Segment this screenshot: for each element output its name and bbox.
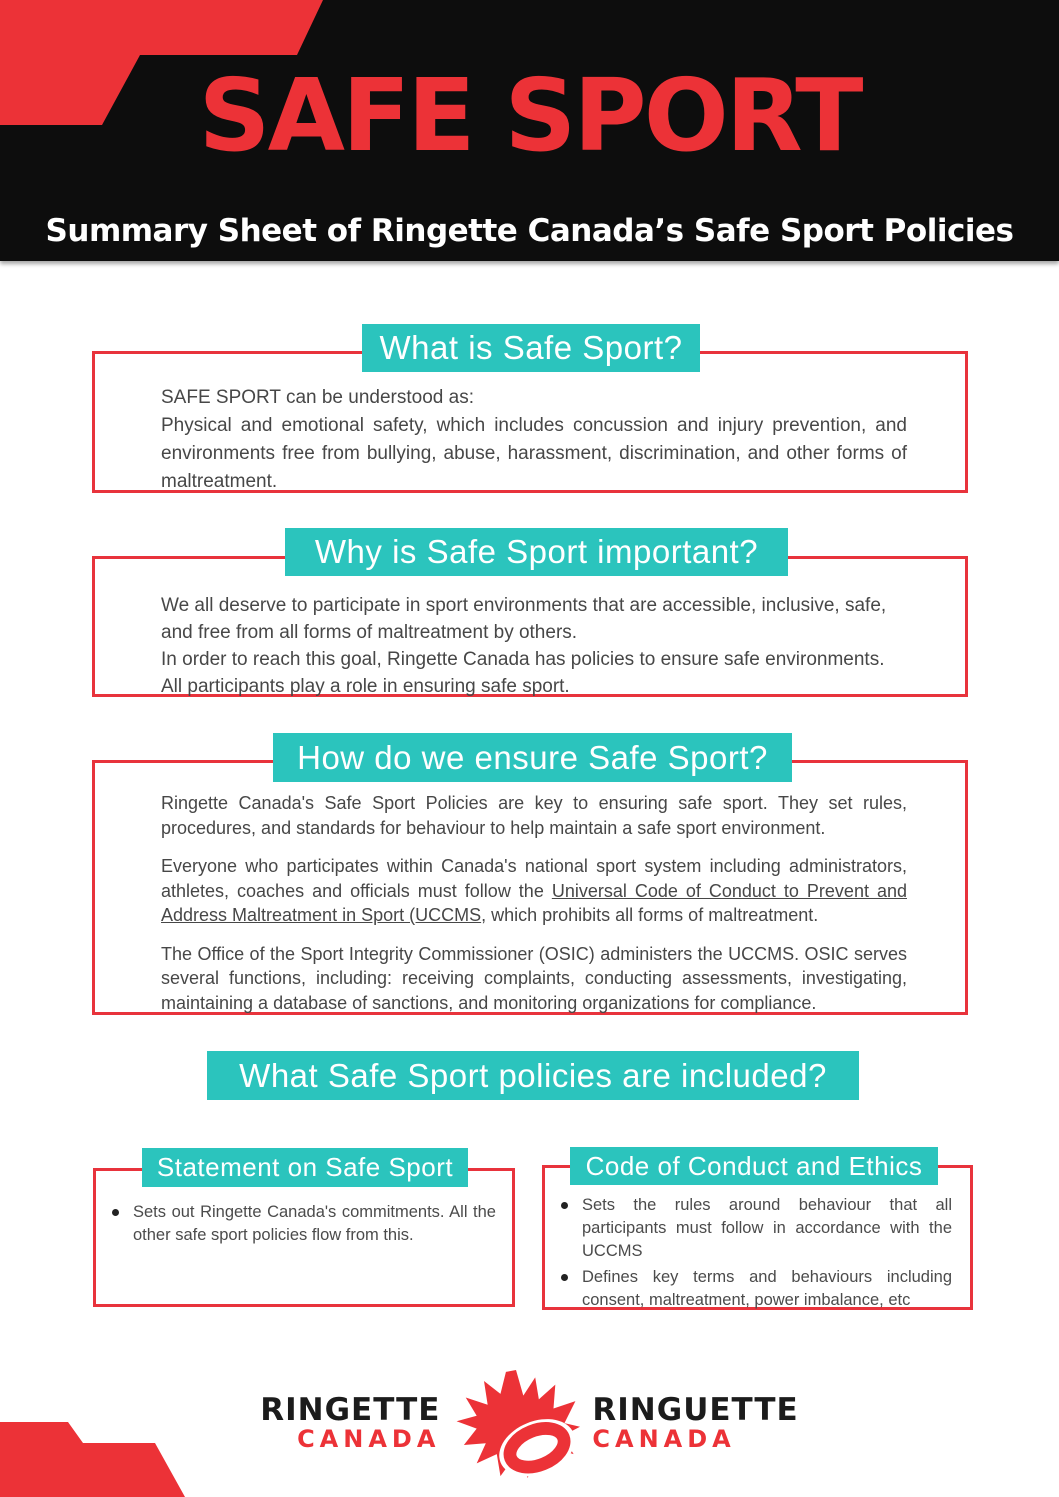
section-heading-how-ensure: How do we ensure Safe Sport?	[273, 733, 792, 782]
wordmark-french	[592, 1391, 799, 1454]
poster-subtitle: Summary Sheet of Ringette Canada’s Safe Sport Policies	[45, 213, 1014, 249]
why-important-line: In order to reach this goal, Ringette Canada has policies to ensure safe environments.	[161, 649, 885, 670]
maple-leaf-ring-icon	[452, 1368, 580, 1480]
code-of-conduct-bullet-list	[545, 1168, 970, 1312]
wordmark-english-top: RINGETTE	[260, 1391, 441, 1428]
how-ensure-paragraph-2-pre: Everyone who participates within Canada's national sport system including administrators, athletes, coaches and officials must follow the	[161, 856, 907, 901]
policy-heading-code-of-conduct: Code of Conduct and Ethics	[570, 1147, 938, 1185]
section-heading-what-is-safe-sport: What is Safe Sport?	[362, 324, 700, 372]
how-ensure-paragraph-2-post: , which prohibits all forms of maltreatment.	[481, 905, 819, 925]
why-important-line: All participants play a role in ensuring safe sport.	[161, 676, 570, 697]
code-of-conduct-bullet-item: Sets the rules around behaviour that all participants must follow in accordance with the UCCMS	[559, 1194, 952, 1263]
why-important-line: We all deserve to participate in sport environments that are accessible, inclusive, safe, and free from all forms of maltreatment by others.	[161, 595, 887, 643]
header-banner	[0, 0, 1059, 261]
wordmark-french-bottom: CANADA	[592, 1425, 736, 1454]
wordmark-english-bottom: CANADA	[297, 1425, 441, 1454]
section-heading-why-important: Why is Safe Sport important?	[285, 528, 788, 576]
what-is-intro-text: SAFE SPORT can be understood as:	[161, 387, 474, 408]
policy-box-code-of-conduct	[542, 1165, 973, 1310]
policy-heading-statement-on-safe-sport: Statement on Safe Sport	[142, 1148, 468, 1187]
section-box-how-ensure	[92, 760, 968, 1015]
wordmark-english	[260, 1391, 441, 1454]
how-ensure-paragraph-2	[161, 854, 907, 928]
policy-box-statement-on-safe-sport	[93, 1168, 515, 1307]
poster-title: SAFE SPORT	[198, 57, 861, 174]
how-ensure-paragraph-1: Ringette Canada's Safe Sport Policies are key to ensuring safe sport. They set rules, procedures, and standards for behaviour to help maintain a safe sport environment.	[161, 793, 907, 838]
included-policies-banner: What Safe Sport policies are included?	[207, 1051, 859, 1100]
what-is-body-text: Physical and emotional safety, which includes concussion and injury prevention, and environments free from bullying, abuse, harassment, discrimination, and other forms of maltreatment.	[161, 415, 907, 492]
statement-bullet-item: Sets out Ringette Canada's commitments. All the other safe sport policies flow from this.	[110, 1201, 496, 1247]
uccms-link[interactable]: Universal Code of Conduct to Prevent and Address Maltreatment in Sport (UCCMS	[161, 880, 907, 925]
code-of-conduct-bullet-item: Defines key terms and behaviours including consent, maltreatment, power imbalance, etc	[559, 1266, 952, 1312]
section-box-why-important	[92, 556, 968, 697]
wordmark-french-top: RINGUETTE	[592, 1391, 799, 1428]
section-box-what-is-safe-sport	[92, 351, 968, 493]
how-ensure-paragraph-3: The Office of the Sport Integrity Commissioner (OSIC) administers the UCCMS. OSIC serves several functions, including: receiving complaints, conducting assessments, investigating, maintaining a database of sanctions, and monitoring organizations for compliance.	[161, 943, 907, 1013]
